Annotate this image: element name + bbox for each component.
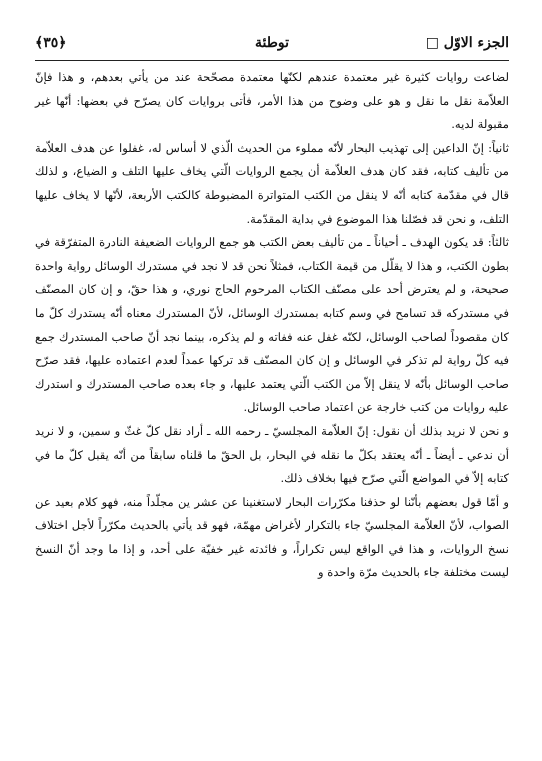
volume-title: الجزء الاوّل □ [425, 35, 509, 51]
header-rule [35, 60, 509, 61]
paragraph-3: ثالثاً: قد يكون الهدف ـ أحياناً ـ من تأليف بعض الكتب هو جمع الروايات الضعيفة النادرة المتفرّقة في بطون الكتب، و هذا لا يقلّل من قيمة الكتاب، فمثلاً نحن قد لا نجد في مستدرك الوسائل رواية واحدة صحيحة، و لم يعترض أحد على مصنّف الكتاب المرحوم الحاج نوري، و هذا حقّ، و إن كان المصنّف في مستدركه قد تسامح في وسم كتابه بمستدرك الوسائل، لأنّ المستدرك معناه أنّه يستدرك كلّ ما كان مقصوداً لصاحب الوسائل، لكنّه غفل عنه ففاته و لم يذكره، بينما نجد أنّ صاحب المستدرك جمع فيه كلّ رواية لم تذكر في الوسائل و إن كان المصنّف قد تركها عمداً لعدم اعتماده عليها، فقد صرّح صاحب الوسائل بأنّه لا ينقل إلاّ من الكتب الّتي يعتمد عليها، و جاء بعده صاحب المستدرك و استدرك عليه روايات من كتب خارجة عن اعتماد صاحب الوسائل. [35, 235, 509, 415]
page-body [35, 66, 509, 585]
page-header [35, 30, 509, 56]
page-number: ﴿٣٥﴾ [35, 35, 67, 51]
paragraph-2: ثانياً: إنّ الداعين إلى تهذيب البحار لأنّه مملوء من الحديث الّذي لا أساس له، غفلوا عن هدف العلاّمة من تأليف كتابه، فقد كان هدف العلاّمة أن يجمع الروايات الّتي يخاف عليها التلف و الضياع، و لذلك قال في مقدّمة كتابه أنّه لا ينقل من الكتب المتواترة المضبوطة كالكتب الأربعة، لأنّها لا يخاف عليها التلف، و نحن قد فصّلنا هذا الموضوع في بداية المقدّمة. [35, 140, 509, 226]
section-title: توطئة [254, 35, 289, 51]
paragraph-4: و نحن لا نريد بذلك أن نقول: إنّ العلاّمة المجلسيّ ـ رحمه الله ـ أراد نقل كلّ غثّ و سمين، و لا نريد أن ندعي ـ أيضاً ـ أنّه يعتقد بكلّ ما نقله في البحار، بل الحقّ ما قلناه سابقاً من أنّه يقبل كلّ ما في كتابه إلاّ في المواضع الّتي صرّح فيها بخلاف ذلك. [35, 423, 509, 486]
paragraph-5: و أمّا قول بعضهم بأنّنا لو حذفنا مكرّرات البحار لاستغنينا عن عشر ين مجلّداً منه، فهو كلام بعيد عن الصواب، لأنّ العلاّمة المجلسيّ جاء بالتكرار لأغراض مهمّة، فهو قد يأتي بالحديث مكرّراً لأجل اختلاف نسخ الروايات، و هذا في الواقع ليس تكراراً، و فائدته غير خفيّة على أحد، و إذا ما وجد أنّ النسخ ليست مختلفة جاء بالحديث مرّة واحدة و [35, 494, 509, 580]
paragraph-1: لضاعت روايات كثيرة غير معتمدة عندهم لكنّها معتمدة مصحّحة عند من يأتي بعدهم، و هذا فإنّ العلاّمة نقل ما نقل و هو على وضوح من هذا الأمر، فأتى بروايات كان يصرّح في بعضها: أنّها غير مقبولة لديه. [35, 70, 509, 132]
